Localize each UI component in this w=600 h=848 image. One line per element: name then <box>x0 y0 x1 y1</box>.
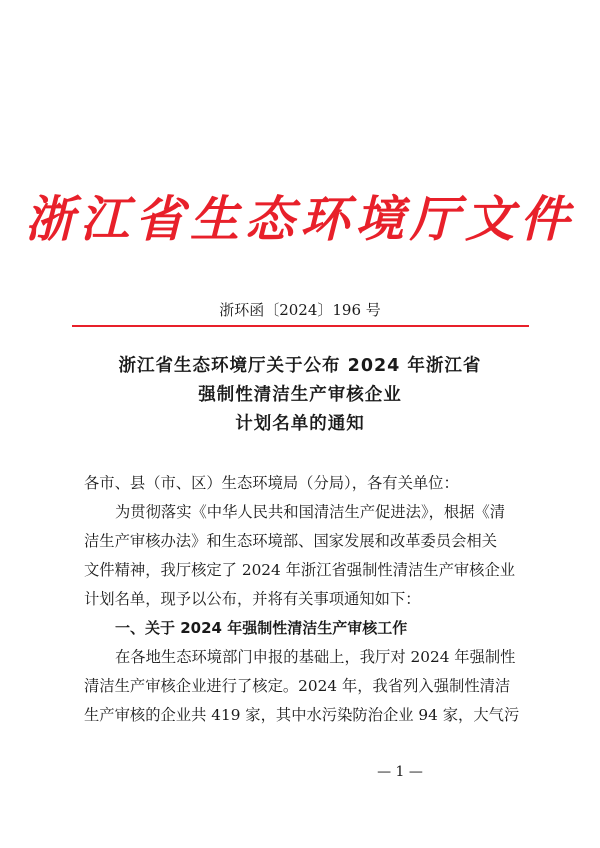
paragraph-line: 清洁生产审核企业进行了核定。2024 年，我省列入强制性清洁 <box>84 677 511 695</box>
document-title <box>0 352 600 439</box>
section-heading: 一、关于 2024 年强制性清洁生产审核工作 <box>115 619 408 637</box>
title-line: 浙江省生态环境厅关于公布 2024 年浙江省 <box>118 356 482 376</box>
title-line: 强制性清洁生产审核企业 <box>198 385 402 405</box>
paragraph-line: 文件精神，我厅核定了 2024 年浙江省强制性清洁生产审核企业 <box>84 561 516 579</box>
paragraph-line: 洁生产审核办法》和生态环境部、国家发展和改革委员会相关 <box>84 532 498 550</box>
agency-masthead: 浙江省生态环境厅文件 <box>24 191 575 248</box>
paragraph-line: 在各地生态环境部门申报的基础上，我厅对 2024 年强制性 <box>115 648 516 666</box>
document-number: 浙环函〔2024〕196 号 <box>219 301 381 319</box>
salutation: 各市、县（市、区）生态环境局（分局），各有关单位： <box>84 474 459 492</box>
paragraph-line: 计划名单，现予以公布，并将有关事项通知如下： <box>84 590 421 608</box>
document-body <box>84 469 524 730</box>
paragraph-line: 生产审核的企业共 419 家，其中水污染防治企业 94 家，大气污 <box>84 706 520 724</box>
red-divider <box>72 325 529 327</box>
paragraph-line: 为贯彻落实《中华人民共和国清洁生产促进法》，根据《清 <box>115 503 506 521</box>
page-number: — 1 — <box>377 764 423 780</box>
title-line: 计划名单的通知 <box>235 414 365 434</box>
